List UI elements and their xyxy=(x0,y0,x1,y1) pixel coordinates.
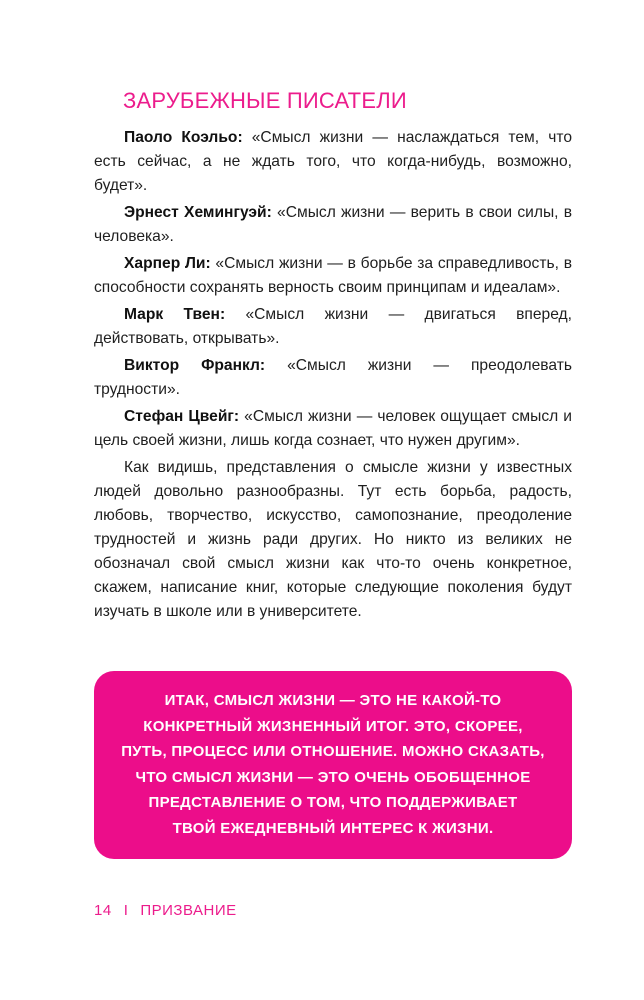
page-number: 14 xyxy=(94,902,112,919)
quote-text: «Смысл жизни — наслаждаться тем, что есть сейчас, а не ждать того, что когда-нибудь, возможно, будет». xyxy=(94,129,572,194)
quote-text: «Смысл жизни — верить в свои силы, в человека». xyxy=(94,204,572,245)
quote-text: «Смысл жизни — двигаться вперед, действовать, открывать». xyxy=(94,306,572,347)
quote-author: Виктор Франкл: xyxy=(124,357,266,374)
quote-text: «Смысл жизни — преодолевать трудности». xyxy=(94,357,572,398)
quote-author: Харпер Ли: xyxy=(124,255,211,272)
callout-line: ТВОЙ ЕЖЕДНЕВНЫЙ ИНТЕРЕС К ЖИЗНИ. xyxy=(172,819,494,837)
quote-author: Марк Твен: xyxy=(124,306,226,323)
section-title: ЗАРУБЕЖНЫЕ ПИСАТЕЛИ xyxy=(123,88,407,113)
quote-text: «Смысл жизни — в борьбе за справедливость, в способности сохранять верность своим принципам и идеалам». xyxy=(94,255,572,296)
quote-paragraph xyxy=(94,201,572,249)
quote-paragraph xyxy=(94,126,572,198)
quotes-block xyxy=(94,126,572,627)
quote-author: Паоло Коэльо: xyxy=(124,129,243,146)
quote-paragraph xyxy=(94,354,572,402)
chapter-name: ПРИЗВАНИЕ xyxy=(140,902,237,919)
body-paragraph: Как видишь, представления о смысле жизни у известных людей довольно разнообразны. Тут есть борьба, радость, любовь, творчество, искусство, самопознание, преодоление трудностей и жизнь ради других. Но никто из великих не обозначал свой смысл жизни как что-то очень конкретное, скажем, написание книг, которые следующие поколения будут изучать в школе или в университете. xyxy=(94,459,572,620)
callout-line: КОНКРЕТНЫЙ ЖИЗНЕННЫЙ ИТОГ. ЭТО, СКОРЕЕ, xyxy=(143,717,523,735)
callout-line: ЧТО СМЫСЛ ЖИЗНИ — ЭТО ОЧЕНЬ ОБОБЩЕННОЕ xyxy=(135,768,531,786)
callout-line: ИТАК, СМЫСЛ ЖИЗНИ — ЭТО НЕ КАКОЙ-ТО xyxy=(164,692,502,709)
footer-separator: I xyxy=(123,902,129,919)
quote-author: Эрнест Хемингуэй: xyxy=(124,204,272,221)
quote-paragraph xyxy=(94,405,572,453)
page-footer xyxy=(94,902,237,919)
quote-paragraph xyxy=(94,252,572,300)
summary-callout xyxy=(94,671,572,859)
quote-author: Стефан Цвейг: xyxy=(124,408,240,425)
quote-text: «Смысл жизни — человек ощущает смысл и цель своей жизни, лишь когда сознает, что нужен другим». xyxy=(94,408,573,449)
quote-paragraph xyxy=(94,303,572,351)
callout-line: ПУТЬ, ПРОЦЕСС ИЛИ ОТНОШЕНИЕ. МОЖНО СКАЗАТЬ, xyxy=(121,743,545,760)
callout-line: ПРЕДСТАВЛЕНИЕ О ТОМ, ЧТО ПОДДЕРЖИВАЕТ xyxy=(148,794,518,811)
